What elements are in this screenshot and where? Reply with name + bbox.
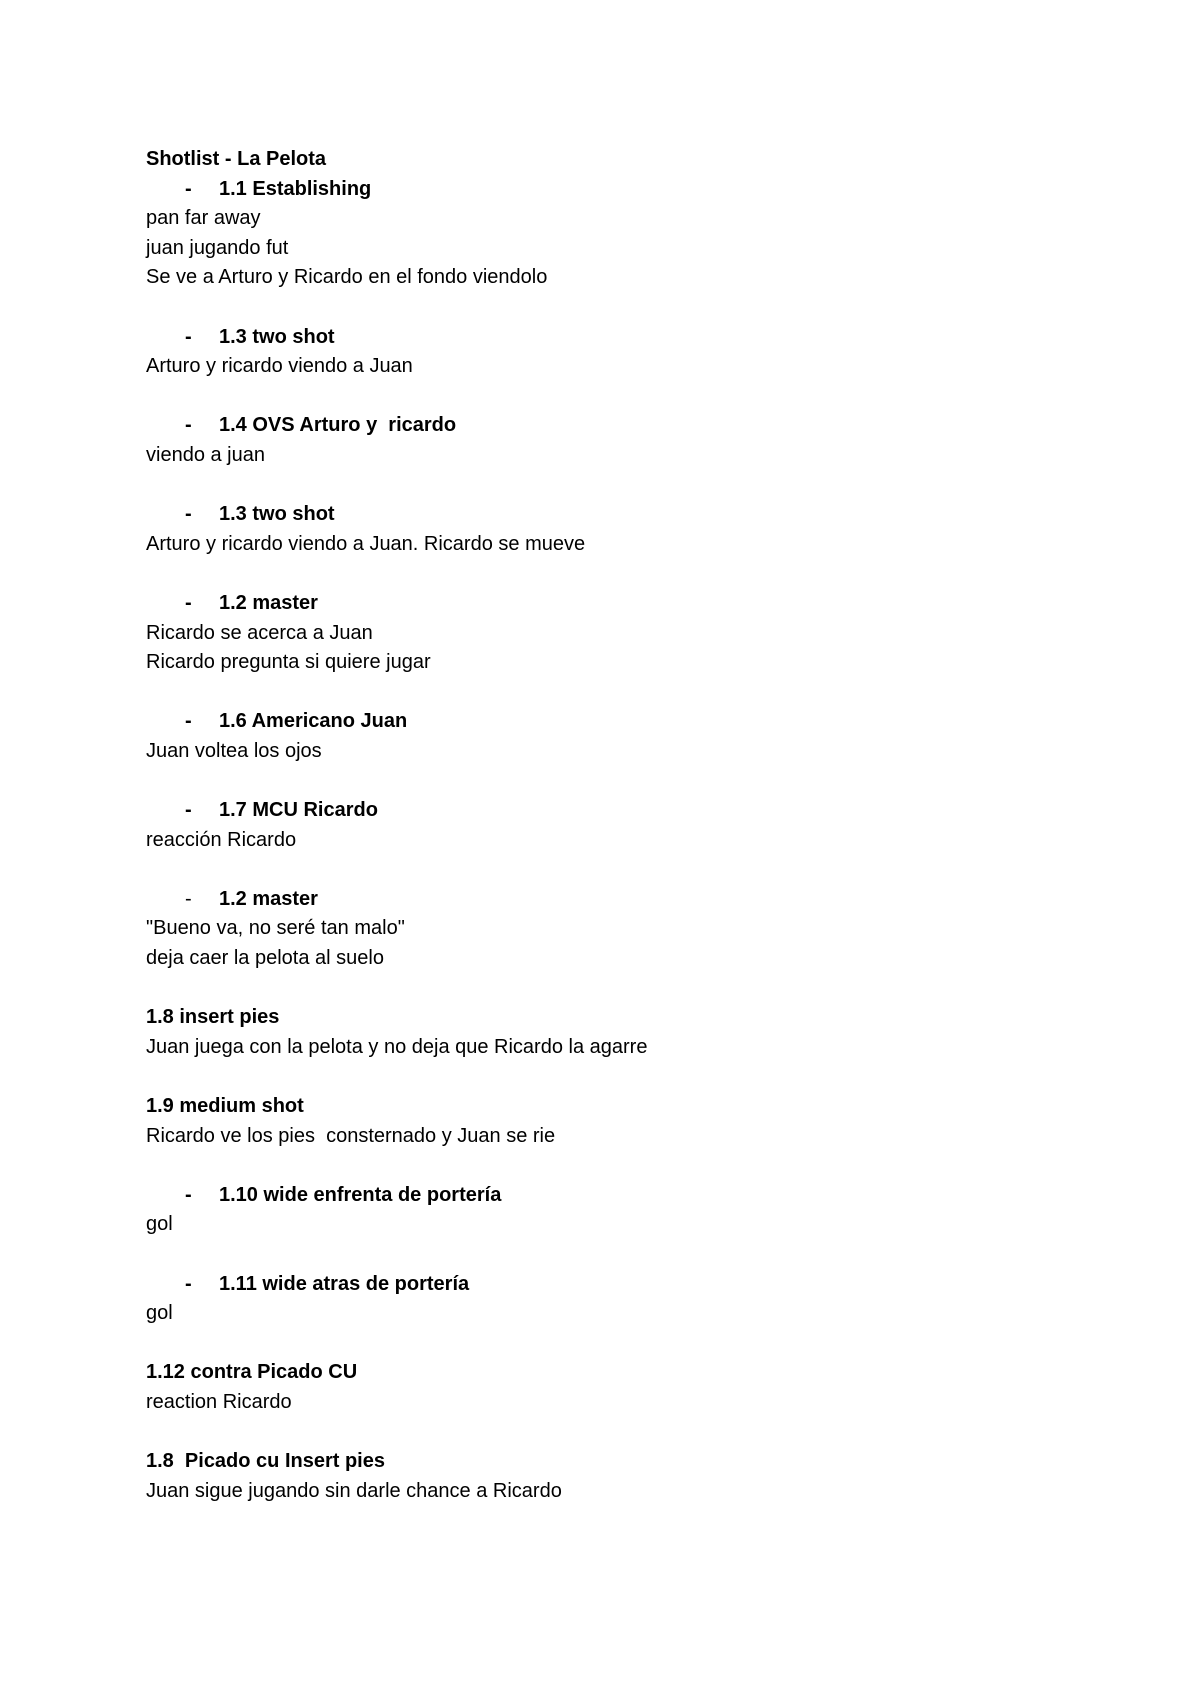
shot-heading-text: 1.1 Establishing bbox=[219, 177, 372, 200]
blank-line bbox=[146, 974, 1106, 1004]
blank-line bbox=[146, 382, 1106, 412]
list-bullet: - bbox=[185, 799, 192, 822]
shot-heading-text: 1.2 master bbox=[219, 887, 318, 910]
shot-description-line: Ricardo se acerca a Juan bbox=[146, 621, 373, 644]
shot-heading-text: 1.12 contra Picado CU bbox=[146, 1361, 358, 1384]
blank-line bbox=[146, 1418, 1106, 1448]
blank-line bbox=[146, 1240, 1106, 1270]
shot-entry bbox=[146, 1270, 1106, 1359]
shot-description-line: pan far away bbox=[146, 207, 261, 230]
shot-heading-text: 1.4 OVS Arturo y ricardo bbox=[219, 414, 457, 437]
shot-entry bbox=[146, 1358, 1106, 1447]
shot-description-line: Se ve a Arturo y Ricardo en el fondo viendolo bbox=[146, 266, 548, 289]
shot-description-line: Juan voltea los ojos bbox=[146, 739, 322, 762]
shot-heading-text: 1.8 insert pies bbox=[146, 1006, 280, 1029]
shot-entry bbox=[146, 1447, 1106, 1506]
shot-heading bbox=[146, 589, 1106, 619]
shot-description-line: "Bueno va, no seré tan malo" bbox=[146, 917, 405, 940]
shot-heading-text: 1.11 wide atras de portería bbox=[219, 1272, 470, 1295]
shot-heading bbox=[146, 500, 1106, 530]
document-title: Shotlist - La Pelota bbox=[146, 148, 327, 170]
blank-line bbox=[146, 678, 1106, 708]
list-bullet: - bbox=[185, 177, 192, 200]
shot-heading-text: 1.7 MCU Ricardo bbox=[219, 799, 378, 822]
shot-heading bbox=[146, 1003, 1106, 1033]
list-bullet: - bbox=[185, 887, 192, 910]
shot-description-line: Ricardo ve los pies consternado y Juan se rie bbox=[146, 1124, 556, 1147]
blank-line bbox=[146, 471, 1106, 501]
shot-entry bbox=[146, 411, 1106, 500]
list-bullet: - bbox=[185, 591, 192, 614]
document-body bbox=[146, 145, 1106, 1506]
blank-line bbox=[146, 559, 1106, 589]
shot-heading bbox=[146, 796, 1106, 826]
blank-line bbox=[146, 1062, 1106, 1092]
blank-line bbox=[146, 1151, 1106, 1181]
shot-heading bbox=[146, 323, 1106, 353]
list-bullet: - bbox=[185, 325, 192, 348]
shot-entry bbox=[146, 885, 1106, 1003]
shot-description-line: Arturo y ricardo viendo a Juan bbox=[146, 355, 413, 378]
blank-line bbox=[146, 293, 1106, 323]
shot-description-line: Juan sigue jugando sin darle chance a Ricardo bbox=[146, 1479, 562, 1502]
shot-heading bbox=[146, 1447, 1106, 1477]
shot-description-line: gol bbox=[146, 1302, 173, 1325]
list-bullet: - bbox=[185, 1183, 192, 1206]
shot-entry bbox=[146, 175, 1106, 323]
shot-heading bbox=[146, 707, 1106, 737]
shot-entry bbox=[146, 1092, 1106, 1181]
shot-description-line: viendo a juan bbox=[146, 443, 265, 466]
shot-description-line: Juan juega con la pelota y no deja que Ricardo la agarre bbox=[146, 1035, 648, 1058]
shot-heading bbox=[146, 411, 1106, 441]
shot-description-line: reacción Ricardo bbox=[146, 828, 297, 851]
shot-description-line: reaction Ricardo bbox=[146, 1390, 292, 1413]
shot-heading bbox=[146, 885, 1106, 915]
shot-heading-text: 1.9 medium shot bbox=[146, 1095, 304, 1117]
shot-description-line: juan jugando fut bbox=[146, 236, 289, 259]
shot-heading bbox=[146, 175, 1106, 205]
shot-heading-text: 1.3 two shot bbox=[219, 325, 335, 348]
shot-heading bbox=[146, 1181, 1106, 1211]
list-bullet: - bbox=[185, 710, 192, 733]
blank-line bbox=[146, 855, 1106, 885]
shot-heading-text: 1.6 Americano Juan bbox=[219, 710, 408, 733]
shot-entry bbox=[146, 796, 1106, 885]
shot-entry bbox=[146, 500, 1106, 589]
shot-description-line: Arturo y ricardo viendo a Juan. Ricardo se mueve bbox=[146, 532, 586, 555]
blank-line bbox=[146, 1329, 1106, 1359]
shot-heading-text: 1.8 Picado cu Insert pies bbox=[146, 1450, 385, 1473]
shot-description-line: deja caer la pelota al suelo bbox=[146, 947, 384, 970]
shot-heading bbox=[146, 1358, 1106, 1388]
shot-heading bbox=[146, 1270, 1106, 1300]
blank-line bbox=[146, 766, 1106, 796]
shot-entry bbox=[146, 323, 1106, 412]
list-bullet: - bbox=[185, 1272, 192, 1295]
shot-entry bbox=[146, 589, 1106, 707]
shot-list bbox=[146, 175, 1106, 1507]
list-bullet: - bbox=[185, 503, 192, 526]
shot-heading bbox=[146, 1092, 1106, 1122]
shot-heading-text: 1.10 wide enfrenta de portería bbox=[219, 1183, 502, 1206]
shot-heading-text: 1.2 master bbox=[219, 591, 318, 614]
shot-description-line: Ricardo pregunta si quiere jugar bbox=[146, 651, 431, 674]
shot-description-line: gol bbox=[146, 1213, 173, 1236]
shot-entry bbox=[146, 1181, 1106, 1270]
shot-entry bbox=[146, 707, 1106, 796]
list-bullet: - bbox=[185, 414, 192, 437]
shot-entry bbox=[146, 1003, 1106, 1092]
shot-heading-text: 1.3 two shot bbox=[219, 503, 335, 526]
